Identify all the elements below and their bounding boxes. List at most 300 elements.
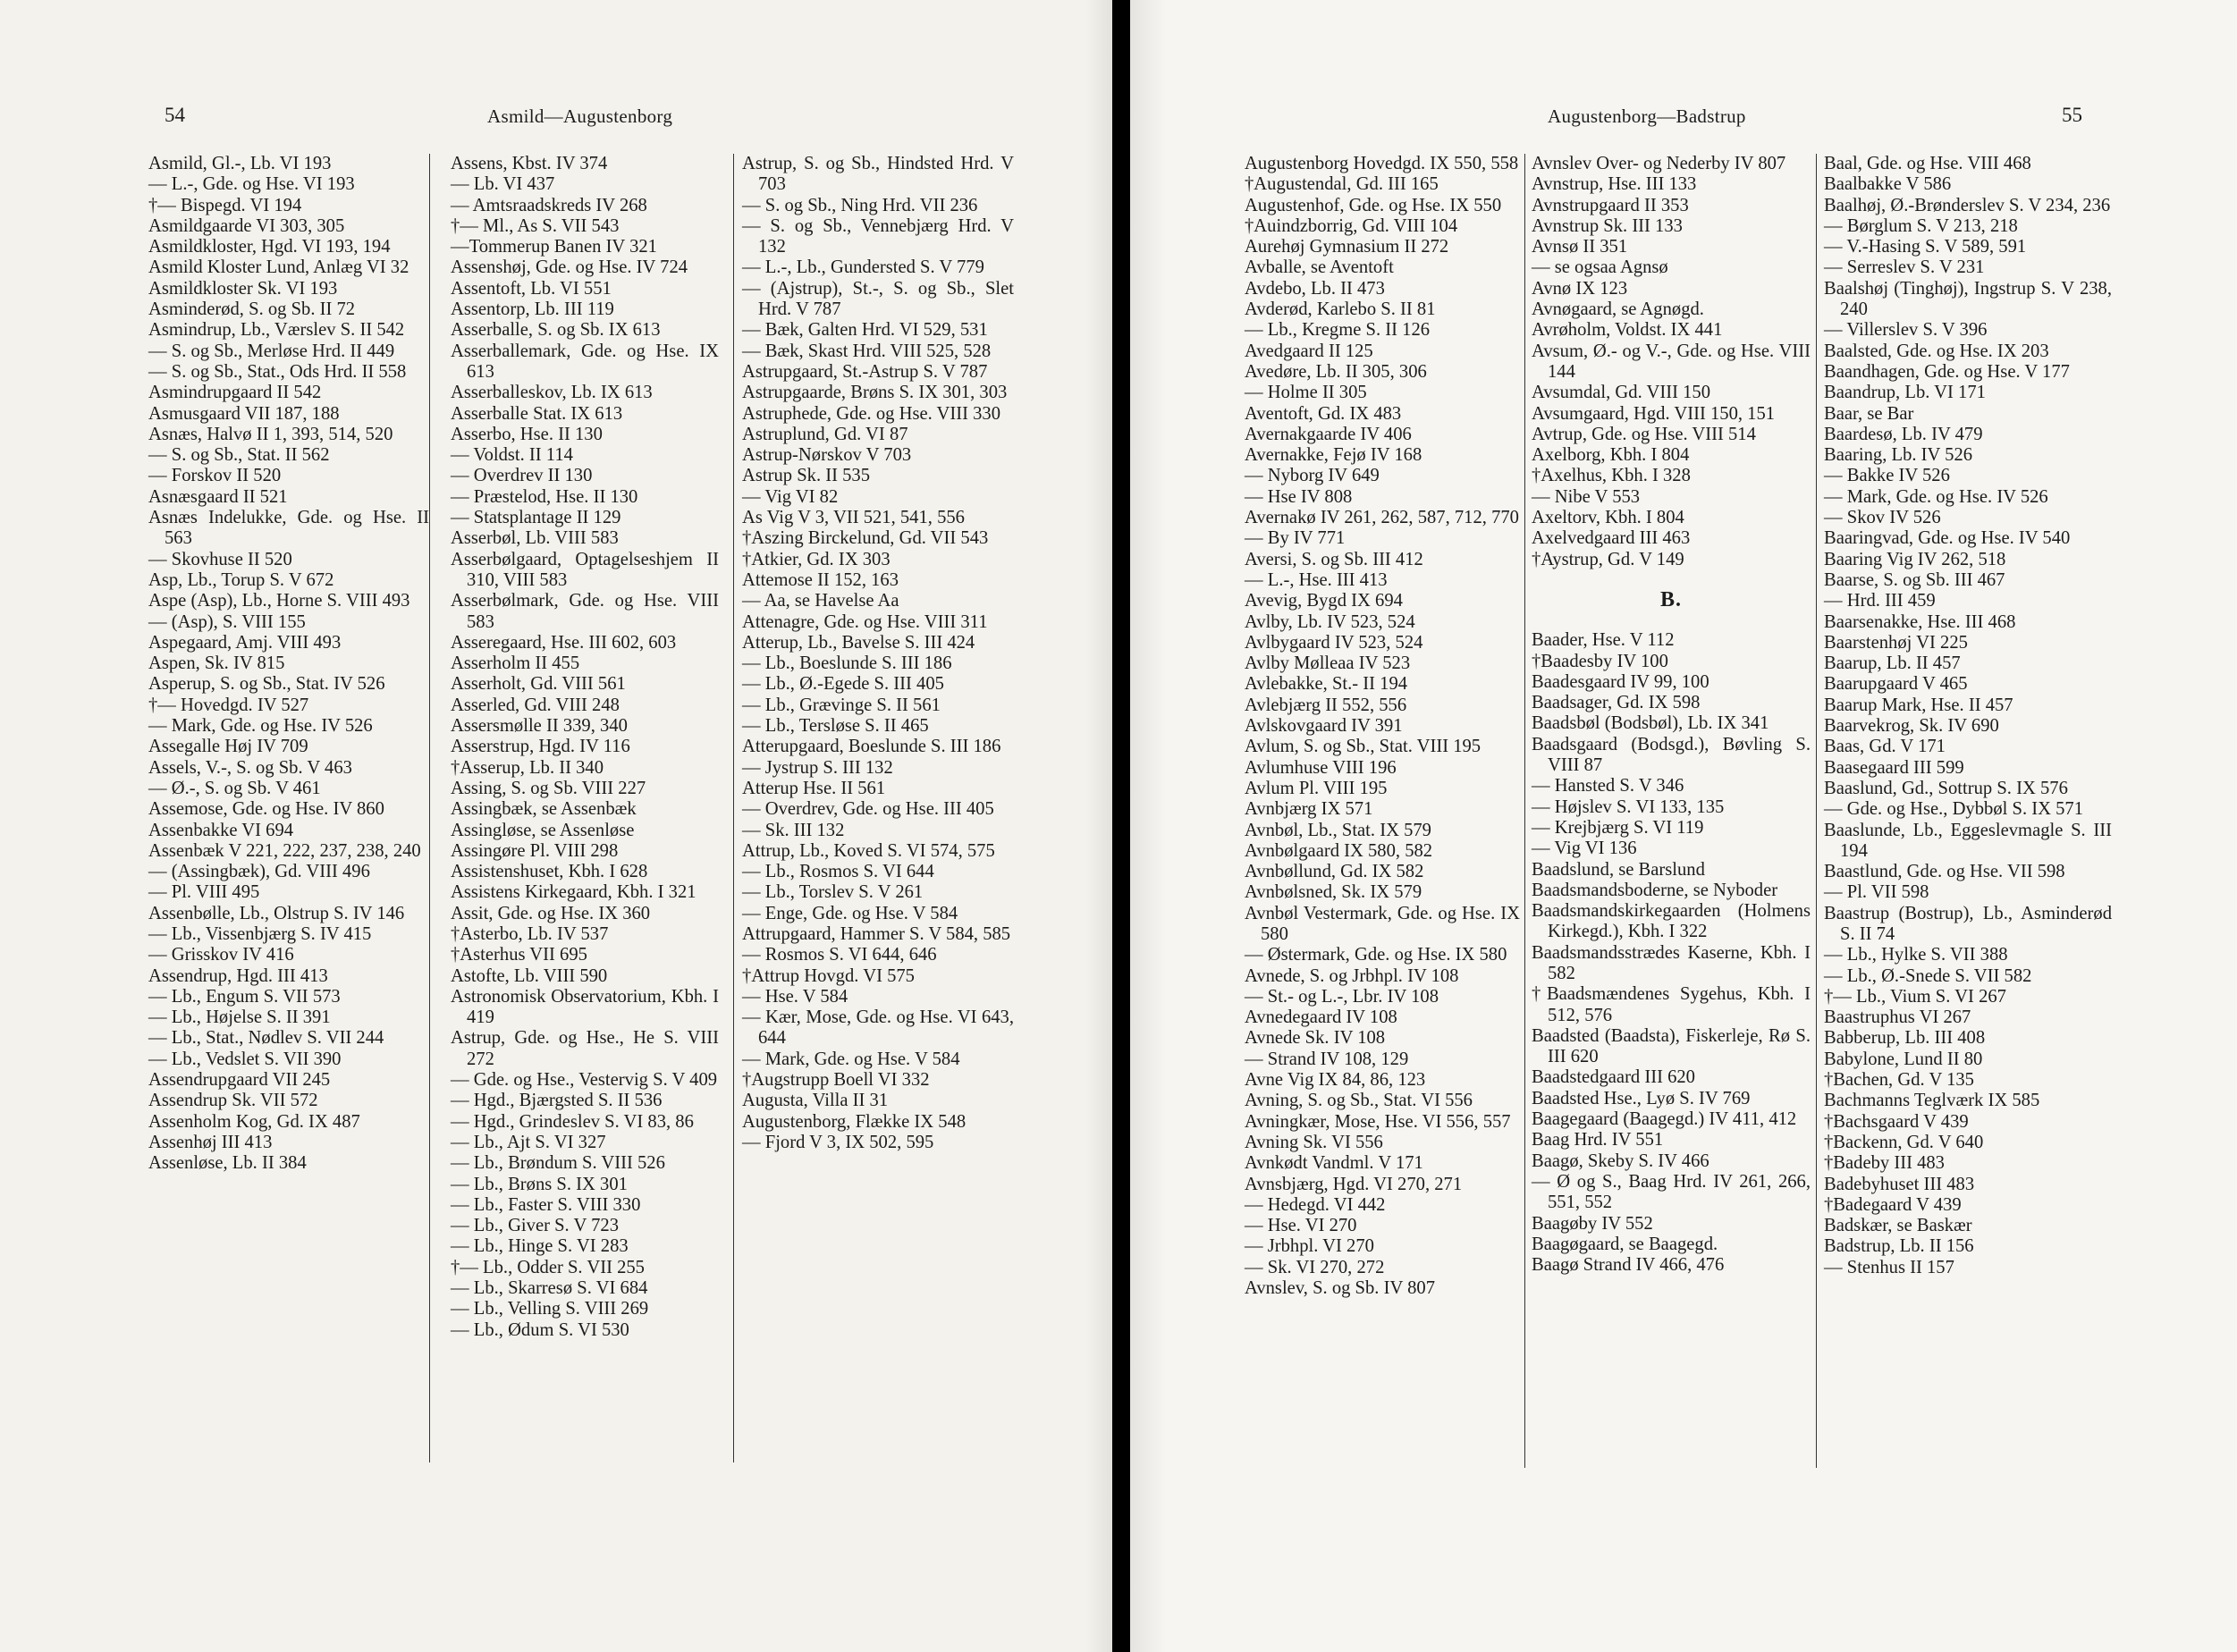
index-entry: Baar, se Bar xyxy=(1824,403,1914,424)
index-entry: — Lb., Kregme S. II 126 xyxy=(1245,320,1431,341)
index-entry: Assenbølle, Lb., Olstrup S. IV 146 xyxy=(148,903,405,923)
index-entry: Aspen, Sk. IV 815 xyxy=(148,653,285,674)
index-entry: — Hansted S. V 346 xyxy=(1532,776,1684,796)
index-entry: †Aystrup, Gd. V 149 xyxy=(1532,549,1684,569)
index-entry: Asserled, Gd. VIII 248 xyxy=(451,695,620,715)
index-entry: — Gde. og Hse., Vestervig S. V 409 xyxy=(451,1070,718,1091)
index-entry: — Børglum S. V 213, 218 xyxy=(1824,215,2018,236)
index-entry: Assersmølle II 339, 340 xyxy=(451,716,628,737)
index-entry: Assenbæk V 221, 222, 237, 238, 240 xyxy=(148,840,421,861)
index-entry: Astronomisk Observatorium, Kbh. I 419 xyxy=(451,986,719,1028)
index-entry: Baadesgaard IV 99, 100 xyxy=(1532,671,1709,692)
index-entry: — Lb., Hinge S. VI 283 xyxy=(451,1236,629,1257)
index-entry: Assendrup Sk. VII 572 xyxy=(148,1091,318,1111)
index-entry: — Sk. VI 270, 272 xyxy=(1245,1257,1385,1277)
index-entry: Assegalle Høj IV 709 xyxy=(148,737,308,757)
index-entry: Baarup, Lb. II 457 xyxy=(1824,653,1961,674)
index-entry: Baagø Strand IV 466, 476 xyxy=(1532,1255,1725,1276)
index-column xyxy=(742,154,1014,1153)
index-entry: Asmildkloster, Hgd. VI 193, 194 xyxy=(148,237,391,257)
index-entry: — Aa, se Havelse Aa xyxy=(742,591,899,611)
index-entry: — Statsplantage II 129 xyxy=(451,508,621,528)
index-entry: Assemose, Gde. og Hse. IV 860 xyxy=(148,799,384,820)
page-shadow xyxy=(1085,0,1112,1652)
index-entry: Asmild Kloster Lund, Anlæg VI 32 xyxy=(148,257,409,278)
index-entry: Augusta, Villa II 31 xyxy=(742,1091,889,1111)
index-entry: Assels, V.-, S. og Sb. V 463 xyxy=(148,757,352,778)
index-entry: Augustenhof, Gde. og Hse. IX 550 xyxy=(1245,195,1502,215)
index-entry: —Tommerup Banen IV 321 xyxy=(451,237,657,257)
index-entry: Asseregaard, Hse. III 602, 603 xyxy=(451,632,677,653)
running-header: Augustenborg—Badstrup xyxy=(1548,105,1746,127)
index-entry: Astofte, Lb. VIII 590 xyxy=(451,965,608,986)
index-entry: — L.-, Lb., Gundersted S. V 779 xyxy=(742,257,984,278)
index-entry: Baarupgaard V 465 xyxy=(1824,674,1968,695)
index-entry: Assing, S. og Sb. VIII 227 xyxy=(451,778,646,798)
index-entry: Axelvedgaard III 463 xyxy=(1532,528,1691,549)
index-entry: †— Ml., As S. VII 543 xyxy=(451,215,620,236)
index-entry: — (Assingbæk), Gd. VIII 496 xyxy=(148,862,370,882)
index-entry: Baarstenhøj VI 225 xyxy=(1824,632,1968,653)
index-entry: Attrup, Lb., Koved S. VI 574, 575 xyxy=(742,840,995,861)
index-entry: — Stenhus II 157 xyxy=(1824,1257,1954,1277)
index-entry: — Lb., Boeslunde S. III 186 xyxy=(742,653,952,674)
index-entry: Baadsager, Gd. IX 598 xyxy=(1532,693,1701,713)
index-entry: Assenshøj, Gde. og Hse. IV 724 xyxy=(451,257,688,278)
index-entry: — By IV 771 xyxy=(1245,528,1346,549)
section-letter: B. xyxy=(1659,587,1682,611)
index-entry: Astruplund, Gd. VI 87 xyxy=(742,424,908,444)
index-entry: — Hgd., Bjærgsted S. II 536 xyxy=(451,1091,663,1111)
index-entry: Astrup-Nørskov V 703 xyxy=(742,445,912,466)
index-entry: Avnstrup, Hse. III 133 xyxy=(1532,174,1697,195)
index-entry: Avnbjærg IX 571 xyxy=(1245,799,1373,820)
index-entry: Assingbæk, se Assenbæk xyxy=(451,799,637,820)
index-entry: — (Ajstrup), St.-, S. og Sb., Slet Hrd. V 787 xyxy=(742,278,1014,320)
index-column xyxy=(1824,154,2112,1278)
index-entry: Asmindrupgaard II 542 xyxy=(148,383,322,403)
index-entry: — Lb., Tersløse S. II 465 xyxy=(742,716,929,737)
index-entry: — S. og Sb., Stat. II 562 xyxy=(148,445,330,466)
index-entry: — Skov IV 526 xyxy=(1824,508,1941,528)
running-header: Asmild—Augustenborg xyxy=(487,105,673,127)
index-entry: Baalbakke V 586 xyxy=(1824,174,1952,195)
index-entry: — Ø.-, S. og Sb. V 461 xyxy=(148,778,321,798)
index-entry: Baaring Vig IV 262, 518 xyxy=(1824,549,2006,569)
index-entry: — Højslev S. VI 133, 135 xyxy=(1532,796,1725,817)
index-entry: Avernakke, Fejø IV 168 xyxy=(1245,445,1422,466)
index-entry: Assingøre Pl. VIII 298 xyxy=(451,840,619,861)
index-entry: Augustenborg, Flække IX 548 xyxy=(742,1111,967,1132)
index-entry: †Augstrupp Boell VI 332 xyxy=(742,1070,930,1091)
index-entry: — Lb., Ajt S. VI 327 xyxy=(451,1132,606,1152)
index-entry: — Hse. V 584 xyxy=(742,986,848,1007)
index-entry: Avne Vig IX 84, 86, 123 xyxy=(1245,1070,1426,1091)
index-entry: Asserstrup, Hgd. IV 116 xyxy=(451,737,630,757)
index-entry: Avernakø IV 261, 262, 587, 712, 770 xyxy=(1245,508,1519,528)
index-entry: Assingløse, se Assenløse xyxy=(451,820,635,840)
index-entry: — se ogsaa Agnsø xyxy=(1532,257,1668,278)
index-entry: Asmildkloster Sk. VI 193 xyxy=(148,278,338,299)
index-entry: †Bachen, Gd. V 135 xyxy=(1824,1070,1974,1091)
index-entry: Baadstedgaard III 620 xyxy=(1532,1067,1695,1088)
index-entry: Baadslund, se Barslund xyxy=(1532,859,1705,880)
index-entry: Baas, Gd. V 171 xyxy=(1824,737,1946,757)
index-entry: Assens, Kbst. IV 374 xyxy=(451,154,608,173)
index-entry: Assentoft, Lb. VI 551 xyxy=(451,278,612,299)
index-entry: — Gde. og Hse., Dybbøl S. IX 571 xyxy=(1824,799,2084,820)
index-entry: Asmild, Gl.-, Lb. VI 193 xyxy=(148,154,332,173)
index-entry: — Rosmos S. VI 644, 646 xyxy=(742,945,937,965)
index-entry: Asserholt, Gd. VIII 561 xyxy=(451,674,626,695)
index-entry: †Baadsmændenes Sygehus, Kbh. I 512, 576 xyxy=(1532,984,1811,1025)
index-entry: Avning, S. og Sb., Stat. VI 556 xyxy=(1245,1091,1473,1111)
index-entry: Assenbakke VI 694 xyxy=(148,820,294,840)
index-column xyxy=(148,154,429,1175)
index-entry: †Asterbo, Lb. IV 537 xyxy=(451,923,609,944)
index-entry: Baastruphus VI 267 xyxy=(1824,1007,1971,1028)
index-entry: — L.-, Hse. III 413 xyxy=(1245,569,1388,590)
index-entry: Atterupgaard, Boeslunde S. III 186 xyxy=(742,737,1001,757)
index-entry: Astrup Sk. II 535 xyxy=(742,466,871,486)
index-entry: — S. og Sb., Ning Hrd. VII 236 xyxy=(742,195,978,215)
index-entry: Augustenborg Hovedgd. IX 550, 558 xyxy=(1245,154,1519,173)
index-entry: Avlby Mølleaa IV 523 xyxy=(1245,653,1411,674)
index-entry: Baalsted, Gde. og Hse. IX 203 xyxy=(1824,341,2049,361)
index-entry: — Serreslev S. V 231 xyxy=(1824,257,1985,278)
index-entry: Baadsted Hse., Lyø S. IV 769 xyxy=(1532,1088,1751,1108)
index-entry: Badebyhuset III 483 xyxy=(1824,1174,1975,1194)
index-entry: Avedøre, Lb. II 305, 306 xyxy=(1245,361,1427,382)
index-entry: Aurehøj Gymnasium II 272 xyxy=(1245,237,1449,257)
index-entry: Avlbygaard IV 523, 524 xyxy=(1245,632,1423,653)
index-entry: — Pl. VII 598 xyxy=(1824,882,1929,903)
index-entry: Avlby, Lb. IV 523, 524 xyxy=(1245,611,1415,632)
index-entry: Attrupgaard, Hammer S. V 584, 585 xyxy=(742,923,1011,944)
index-entry: †Attrup Hovgd. VI 575 xyxy=(742,965,915,986)
index-entry: As Vig V 3, VII 521, 541, 556 xyxy=(742,508,965,528)
index-entry: — Lb., Rosmos S. VI 644 xyxy=(742,862,934,882)
index-entry: — Lb., Faster S. VIII 330 xyxy=(451,1194,641,1215)
index-entry: — Sk. III 132 xyxy=(742,820,845,840)
index-entry: †— Hovedgd. IV 527 xyxy=(148,695,309,715)
index-entry: Avnø IX 123 xyxy=(1532,278,1628,299)
index-entry: — Krejbjærg S. VI 119 xyxy=(1532,817,1704,838)
index-entry: Babylone, Lund II 80 xyxy=(1824,1049,1983,1069)
index-entry: — Holme II 305 xyxy=(1245,383,1367,403)
index-entry: Avnbøl, Lb., Stat. IX 579 xyxy=(1245,820,1431,840)
index-entry: — Nibe V 553 xyxy=(1532,486,1641,507)
page-number: 55 xyxy=(2062,104,2082,126)
index-entry: — Lb., Vedslet S. VII 390 xyxy=(148,1049,342,1069)
index-entry: Baadsmandskirkegaarden (Holmens Kirkegd.), Kbh. I 322 xyxy=(1532,901,1811,942)
column-rule xyxy=(1816,154,1817,1468)
index-entry: — Overdrev II 130 xyxy=(451,466,593,486)
index-entry: †Baadesby IV 100 xyxy=(1532,651,1668,671)
index-entry: Baaslund, Gd., Sottrup S. IX 576 xyxy=(1824,778,2068,798)
index-entry: Avtrup, Gde. og Hse. VIII 514 xyxy=(1532,424,1756,444)
index-entry: — Vig VI 136 xyxy=(1532,839,1637,859)
index-entry: Avsum, Ø.- og V.-, Gde. og Hse. VIII 144 xyxy=(1532,341,1811,382)
index-column xyxy=(451,154,719,1341)
index-entry: Assenholm Kog, Gd. IX 487 xyxy=(148,1111,360,1132)
index-entry: — Forskov II 520 xyxy=(148,466,282,486)
index-entry: Avlskovgaard IV 391 xyxy=(1245,716,1403,737)
index-entry: — Lb. VI 437 xyxy=(451,174,555,195)
index-entry: — Vig VI 82 xyxy=(742,486,839,507)
index-entry: Aversi, S. og Sb. III 412 xyxy=(1245,549,1423,569)
index-entry: — Lb., Engum S. VII 573 xyxy=(148,986,341,1007)
index-entry: Avnbølgaard IX 580, 582 xyxy=(1245,840,1433,861)
index-entry: Baaringvad, Gde. og Hse. IV 540 xyxy=(1824,528,2071,549)
index-entry: Baaslunde, Lb., Eggeslevmagle S. III 194 xyxy=(1824,820,2112,861)
index-entry: Assit, Gde. og Hse. IX 360 xyxy=(451,903,651,923)
index-entry: Asp, Lb., Torup S. V 672 xyxy=(148,569,334,590)
index-entry: — Ø og S., Baag Hrd. IV 261, 266, 551, 552 xyxy=(1532,1171,1811,1213)
index-entry: — Lb., Stat., Nødlev S. VII 244 xyxy=(148,1028,384,1049)
index-entry: Avlebakke, St.- II 194 xyxy=(1245,674,1408,695)
index-entry: Avnede, S. og Jrbhpl. IV 108 xyxy=(1245,965,1459,986)
index-entry: — Fjord V 3, IX 502, 595 xyxy=(742,1132,934,1152)
index-entry: Avnbøllund, Gd. IX 582 xyxy=(1245,862,1424,882)
index-entry: Baadsted (Baadsta), Fiskerleje, Rø S. III 620 xyxy=(1532,1025,1811,1067)
page-shadow xyxy=(1130,0,1166,1652)
index-entry: Baalshøj (Tinghøj), Ingstrup S. V 238, 240 xyxy=(1824,278,2112,320)
index-entry: Baarsenakke, Hse. III 468 xyxy=(1824,611,2016,632)
index-entry: Astrup, S. og Sb., Hindsted Hrd. V 703 xyxy=(742,154,1014,195)
index-entry: — Grisskov IV 416 xyxy=(148,945,294,965)
index-entry: Avlum, S. og Sb., Stat. VIII 195 xyxy=(1245,737,1481,757)
index-entry: — Mark, Gde. og Hse. V 584 xyxy=(742,1049,960,1069)
index-entry: Avsumdal, Gd. VIII 150 xyxy=(1532,383,1711,403)
index-entry: Bachmanns Teglværk IX 585 xyxy=(1824,1091,2040,1111)
index-entry: †Asserup, Lb. II 340 xyxy=(451,757,604,778)
index-entry: †Asterhus VII 695 xyxy=(451,945,587,965)
index-entry: Babberup, Lb. III 408 xyxy=(1824,1028,1986,1049)
index-entry: Attenagre, Gde. og Hse. VIII 311 xyxy=(742,611,988,632)
index-entry: Avderød, Karlebo S. II 81 xyxy=(1245,299,1436,320)
index-entry: — (Asp), S. VIII 155 xyxy=(148,611,306,632)
index-entry: — Mark, Gde. og Hse. IV 526 xyxy=(148,716,373,737)
index-entry: — Lb., Giver S. V 723 xyxy=(451,1216,620,1236)
right-page xyxy=(1130,0,2237,1652)
index-entry: Avernakgaarde IV 406 xyxy=(1245,424,1412,444)
index-entry: — L.-, Gde. og Hse. VI 193 xyxy=(148,174,355,195)
index-entry: — Østermark, Gde. og Hse. IX 580 xyxy=(1245,945,1507,965)
index-entry: †— Lb., Odder S. VII 255 xyxy=(451,1257,645,1277)
index-entry: — Lb., Torslev S. V 261 xyxy=(742,882,924,903)
index-entry: — Pl. VIII 495 xyxy=(148,882,260,903)
index-entry: †— Bispegd. VI 194 xyxy=(148,195,302,215)
index-entry: Asserholm II 455 xyxy=(451,653,580,674)
index-entry: — V.-Hasing S. V 589, 591 xyxy=(1824,237,2027,257)
index-entry: Astruphede, Gde. og Hse. VIII 330 xyxy=(742,403,1001,424)
index-entry: — Bakke IV 526 xyxy=(1824,466,1950,486)
index-entry: — S. og Sb., Merløse Hrd. II 449 xyxy=(148,341,395,361)
index-entry: Assentorp, Lb. III 119 xyxy=(451,299,614,320)
index-entry: — Voldst. II 114 xyxy=(451,445,573,466)
index-entry: Asserballeskov, Lb. IX 613 xyxy=(451,383,653,403)
index-entry: †— Lb., Vium S. VI 267 xyxy=(1824,986,2006,1007)
index-entry: Aspe (Asp), Lb., Horne S. VIII 493 xyxy=(148,591,410,611)
index-entry: Baagegaard (Baagegd.) IV 411, 412 xyxy=(1532,1109,1797,1130)
index-entry: Baaring, Lb. IV 526 xyxy=(1824,445,1973,466)
index-entry: Avedgaard II 125 xyxy=(1245,341,1373,361)
index-entry: Avnkødt Vandml. V 171 xyxy=(1245,1153,1423,1174)
index-entry: Baagøby IV 552 xyxy=(1532,1213,1653,1234)
index-entry: †Augustendal, Gd. III 165 xyxy=(1245,174,1439,195)
index-entry: Avlumhuse VIII 196 xyxy=(1245,757,1397,778)
index-entry: Aventoft, Gd. IX 483 xyxy=(1245,403,1402,424)
index-entry: Attemose II 152, 163 xyxy=(742,569,899,590)
index-entry: — S. og Sb., Stat., Ods Hrd. II 558 xyxy=(148,361,407,382)
index-entry: — S. og Sb., Vennebjærg Hrd. V 132 xyxy=(742,215,1014,257)
index-entry: Avlebjærg II 552, 556 xyxy=(1245,695,1407,715)
index-entry: Avnstrupgaard II 353 xyxy=(1532,195,1689,215)
index-entry: Asperup, S. og Sb., Stat. IV 526 xyxy=(148,674,385,695)
index-entry: Baandhagen, Gde. og Hse. V 177 xyxy=(1824,361,2070,382)
index-entry: Avballe, se Aventoft xyxy=(1245,257,1394,278)
index-entry: — Jrbhpl. VI 270 xyxy=(1245,1236,1374,1257)
index-entry: Baarse, S. og Sb. III 467 xyxy=(1824,569,2005,590)
index-entry: Baagøgaard, se Baagegd. xyxy=(1532,1234,1718,1254)
index-entry: Astrup, Gde. og Hse., He S. VIII 272 xyxy=(451,1028,719,1069)
index-entry: †Badeby III 483 xyxy=(1824,1153,1945,1174)
index-entry: Asmildgaarde VI 303, 305 xyxy=(148,215,345,236)
index-entry: Baandrup, Lb. VI 171 xyxy=(1824,383,1986,403)
index-entry: Avnsø II 351 xyxy=(1532,237,1628,257)
index-entry: Atterup, Lb., Bavelse S. III 424 xyxy=(742,632,975,653)
index-entry: — Skovhuse II 520 xyxy=(148,549,292,569)
index-entry: †Axelhus, Kbh. I 328 xyxy=(1532,466,1691,486)
index-entry: Atterup Hse. II 561 xyxy=(742,778,886,798)
index-entry: Asserballe, S. og Sb. IX 613 xyxy=(451,320,661,341)
index-entry: Asmindrup, Lb., Værslev S. II 542 xyxy=(148,320,405,341)
index-entry: †Backenn, Gd. V 640 xyxy=(1824,1132,1984,1152)
index-entry: Assenløse, Lb. II 384 xyxy=(148,1153,307,1174)
index-entry: — Bæk, Galten Hrd. VI 529, 531 xyxy=(742,320,988,341)
index-entry: — Hrd. III 459 xyxy=(1824,591,1936,611)
index-entry: Asserbølgaard, Optagelseshjem II 310, VIII 583 xyxy=(451,549,719,590)
index-column xyxy=(1532,154,1811,1276)
index-entry: Asserballemark, Gde. og Hse. IX 613 xyxy=(451,341,719,382)
index-entry: Axelborg, Kbh. I 804 xyxy=(1532,445,1690,466)
index-entry: — Lb., Ødum S. VI 530 xyxy=(451,1319,629,1340)
column-rule xyxy=(733,154,734,1462)
index-entry: — Hedegd. VI 442 xyxy=(1245,1194,1386,1215)
index-entry: — Lb., Brøndum S. VIII 526 xyxy=(451,1153,665,1174)
index-entry: Baarup Mark, Hse. II 457 xyxy=(1824,695,2013,715)
index-entry: — Lb., Velling S. VIII 269 xyxy=(451,1299,649,1319)
index-entry: Avnslev, S. og Sb. IV 807 xyxy=(1245,1278,1436,1299)
index-entry: †Atkier, Gd. IX 303 xyxy=(742,549,891,569)
index-entry: Avnstrup Sk. III 133 xyxy=(1532,215,1683,236)
index-entry: Avdebo, Lb. II 473 xyxy=(1245,278,1385,299)
index-entry: Avnsbjærg, Hgd. VI 270, 271 xyxy=(1245,1174,1463,1194)
index-entry: Assistenshuset, Kbh. I 628 xyxy=(451,862,648,882)
index-entry: Baarvekrog, Sk. IV 690 xyxy=(1824,716,1999,737)
index-entry: Assenhøj III 413 xyxy=(148,1132,273,1152)
index-entry: Avnøgaard, se Agnøgd. xyxy=(1532,299,1704,320)
index-entry: — Hse. VI 270 xyxy=(1245,1216,1357,1236)
index-entry: Avsumgaard, Hgd. VIII 150, 151 xyxy=(1532,403,1776,424)
index-entry: Asnæs, Halvø II 1, 393, 514, 520 xyxy=(148,424,393,444)
index-entry: †Aszing Birckelund, Gd. VII 543 xyxy=(742,528,989,549)
index-entry: — Præstelod, Hse. II 130 xyxy=(451,486,638,507)
index-entry: Baalhøj, Ø.-Brønderslev S. V 234, 236 xyxy=(1824,195,2111,215)
index-entry: Asminderød, S. og Sb. II 72 xyxy=(148,299,356,320)
index-entry: Aspegaard, Amj. VIII 493 xyxy=(148,632,342,653)
page-number: 54 xyxy=(165,104,185,126)
index-entry: — Hgd., Grindeslev S. VI 83, 86 xyxy=(451,1111,694,1132)
index-entry: — Amtsraadskreds IV 268 xyxy=(451,195,647,215)
left-page xyxy=(0,0,1112,1652)
index-column xyxy=(1245,154,1520,1299)
index-entry: — Kær, Mose, Gde. og Hse. VI 643, 644 xyxy=(742,1007,1014,1049)
index-entry: — Lb., Brøns S. IX 301 xyxy=(451,1174,628,1194)
index-entry: Avnedegaard IV 108 xyxy=(1245,1007,1397,1028)
index-entry: Assendrup, Hgd. III 413 xyxy=(148,965,328,986)
index-entry: — Overdrev, Gde. og Hse. III 405 xyxy=(742,799,994,820)
index-entry: Astrupgaard, St.-Astrup S. V 787 xyxy=(742,361,988,382)
index-entry: Avnede Sk. IV 108 xyxy=(1245,1028,1386,1049)
index-entry: Baadsbøl (Bodsbøl), Lb. IX 341 xyxy=(1532,713,1769,734)
index-entry: Baasegaard III 599 xyxy=(1824,757,1964,778)
index-entry: — Lb., Højelse S. II 391 xyxy=(148,1007,331,1028)
index-entry: Baadsmandsstrædes Kaserne, Kbh. I 582 xyxy=(1532,942,1811,983)
index-entry: Baadsgaard (Bodsgd.), Bøvling S. VIII 87 xyxy=(1532,734,1811,776)
index-entry: — Lb., Vissenbjærg S. IV 415 xyxy=(148,923,372,944)
index-entry: Badskær, se Baskær xyxy=(1824,1216,1972,1236)
index-entry: — Enge, Gde. og Hse. V 584 xyxy=(742,903,958,923)
index-entry: Avnbølsned, Sk. IX 579 xyxy=(1245,882,1422,903)
index-entry: Baagø, Skeby S. IV 466 xyxy=(1532,1150,1709,1171)
index-entry: Baag Hrd. IV 551 xyxy=(1532,1130,1664,1150)
index-entry: Assendrupgaard VII 245 xyxy=(148,1070,331,1091)
index-entry: Asserballe Stat. IX 613 xyxy=(451,403,623,424)
column-rule xyxy=(1524,154,1525,1468)
index-entry: — Hse IV 808 xyxy=(1245,486,1353,507)
index-entry: Asserbo, Hse. II 130 xyxy=(451,424,603,444)
index-entry: — St.- og L.-, Lbr. IV 108 xyxy=(1245,986,1439,1007)
index-entry: — Mark, Gde. og Hse. IV 526 xyxy=(1824,486,2048,507)
index-entry: Baadsmandsboderne, se Nyboder xyxy=(1532,880,1778,900)
index-entry: Avningkær, Mose, Hse. VI 556, 557 xyxy=(1245,1111,1511,1132)
index-entry: Asserbølmark, Gde. og Hse. VIII 583 xyxy=(451,591,719,632)
index-entry: Baastrup (Bostrup), Lb., Asminderød S. II 74 xyxy=(1824,903,2112,944)
index-entry: — Lb., Hylke S. VII 388 xyxy=(1824,945,2008,965)
index-entry: Badstrup, Lb. II 156 xyxy=(1824,1236,1974,1257)
index-entry: Baardesø, Lb. IV 479 xyxy=(1824,424,1983,444)
index-entry: †Badegaard V 439 xyxy=(1824,1194,1962,1215)
index-entry: — Nyborg IV 649 xyxy=(1245,466,1380,486)
index-entry: Asmusgaard VII 187, 188 xyxy=(148,403,340,424)
index-entry: †Bachsgaard V 439 xyxy=(1824,1111,1969,1132)
index-entry: Asserbøl, Lb. VIII 583 xyxy=(451,528,619,549)
index-entry: Asnæsgaard II 521 xyxy=(148,486,288,507)
index-entry: Avnslev Over- og Nederby IV 807 xyxy=(1532,154,1786,173)
index-entry: Assistens Kirkegaard, Kbh. I 321 xyxy=(451,882,696,903)
index-entry: — Lb., Grævinge S. II 561 xyxy=(742,695,941,715)
index-entry: Astrupgaarde, Brøns S. IX 301, 303 xyxy=(742,383,1008,403)
index-entry: Avlum Pl. VIII 195 xyxy=(1245,778,1388,798)
index-entry: — Villerslev S. V 396 xyxy=(1824,320,1988,341)
index-entry: †Auindzborrig, Gd. VIII 104 xyxy=(1245,215,1458,236)
index-entry: Axeltorv, Kbh. I 804 xyxy=(1532,508,1684,528)
index-entry: Avrøholm, Voldst. IX 441 xyxy=(1532,320,1723,341)
index-entry: Baastlund, Gde. og Hse. VII 598 xyxy=(1824,862,2065,882)
column-rule xyxy=(429,154,430,1462)
